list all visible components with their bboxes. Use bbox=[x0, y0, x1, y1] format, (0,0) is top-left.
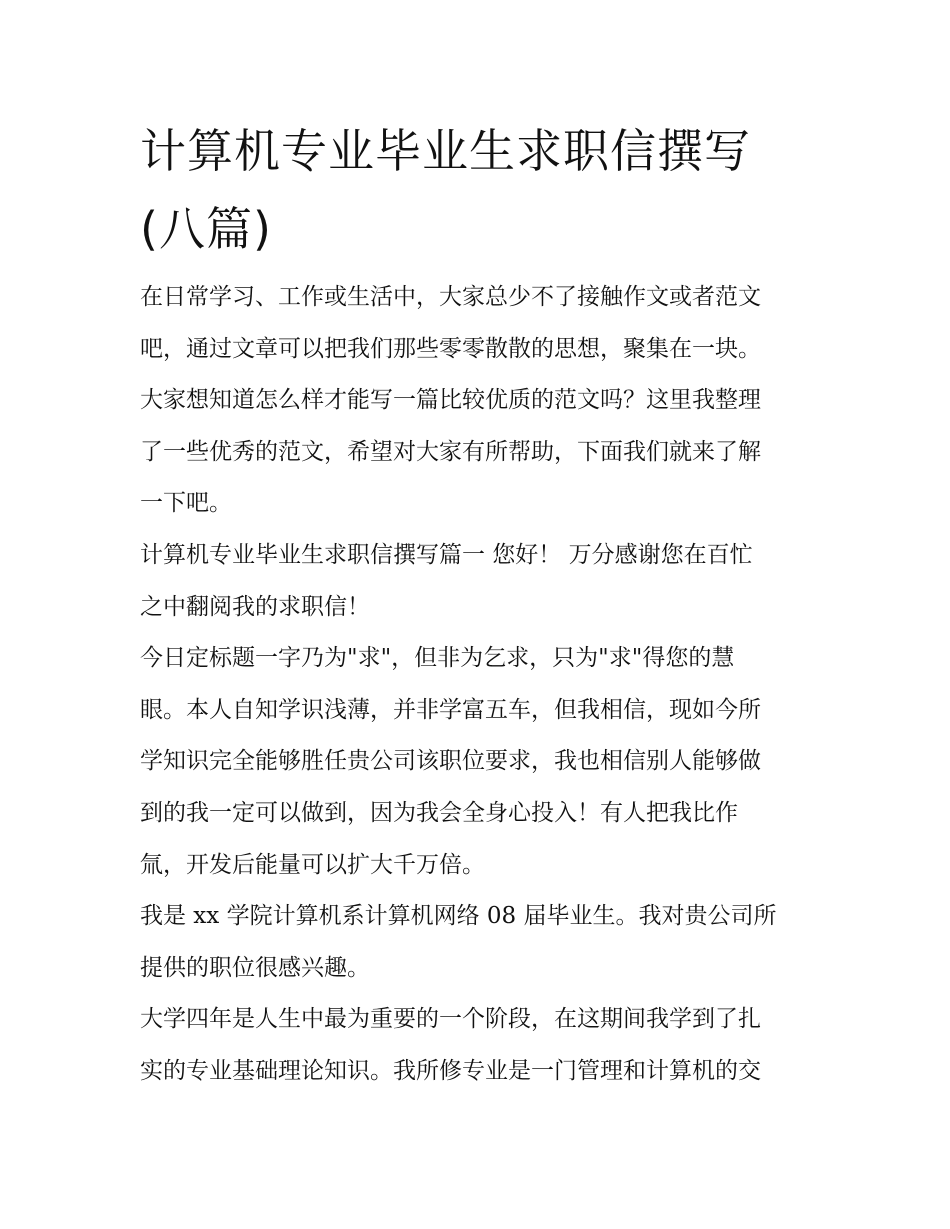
text-line: 眼。本人自知学识浅薄，并非学富五车，但我相信，现如今所 bbox=[140, 696, 761, 723]
letter-body-paragraph bbox=[140, 891, 816, 994]
text-line: 学知识完全能够胜任贵公司该职位要求，我也相信别人能够做 bbox=[140, 748, 761, 775]
text-line: 之中翻阅我的求职信！ bbox=[140, 593, 370, 620]
text-line: 一下吧。 bbox=[140, 490, 232, 517]
document-content bbox=[140, 112, 816, 1098]
text-line: 实的专业基础理论知识。我所修专业是一门管理和计算机的交 bbox=[140, 1057, 761, 1084]
letter-greeting-paragraph bbox=[140, 530, 816, 633]
title-line: 计算机专业毕业生求职信撰写 bbox=[140, 124, 751, 178]
text-line: 计算机专业毕业生求职信撰写篇一 您好！ 万分感谢您在百忙 bbox=[140, 541, 753, 568]
text-line: 氚，开发后能量可以扩大千万倍。 bbox=[140, 851, 485, 878]
text-line: 吧，通过文章可以把我们那些零零散散的思想，聚集在一块。 bbox=[140, 335, 761, 362]
text-line: 了一些优秀的范文，希望对大家有所帮助，下面我们就来了解 bbox=[140, 438, 761, 465]
text-line: 我是 xx 学院计算机系计算机网络 08 届毕业生。我对贵公司所 bbox=[140, 903, 777, 930]
letter-body-paragraph bbox=[140, 994, 816, 1097]
text-line: 在日常学习、工作或生活中，大家总少不了接触作文或者范文 bbox=[140, 284, 761, 310]
text-line: 到的我一定可以做到，因为我会全身心投入！有人把我比作 bbox=[140, 799, 738, 826]
letter-body-paragraph bbox=[140, 633, 816, 891]
document-body bbox=[140, 272, 816, 1098]
text-line: 大家想知道怎么样才能写一篇比较优质的范文吗？这里我整理 bbox=[140, 387, 761, 414]
text-line: 大学四年是人生中最为重要的一个阶段，在这期间我学到了扎 bbox=[140, 1006, 761, 1033]
title-line: (八篇) bbox=[140, 202, 272, 256]
document-title bbox=[140, 112, 816, 268]
text-line: 提供的职位很感兴趣。 bbox=[140, 954, 370, 981]
intro-paragraph bbox=[140, 272, 816, 530]
text-line: 今日定标题一字乃为"求"，但非为乞求，只为"求"得您的慧 bbox=[140, 645, 735, 672]
